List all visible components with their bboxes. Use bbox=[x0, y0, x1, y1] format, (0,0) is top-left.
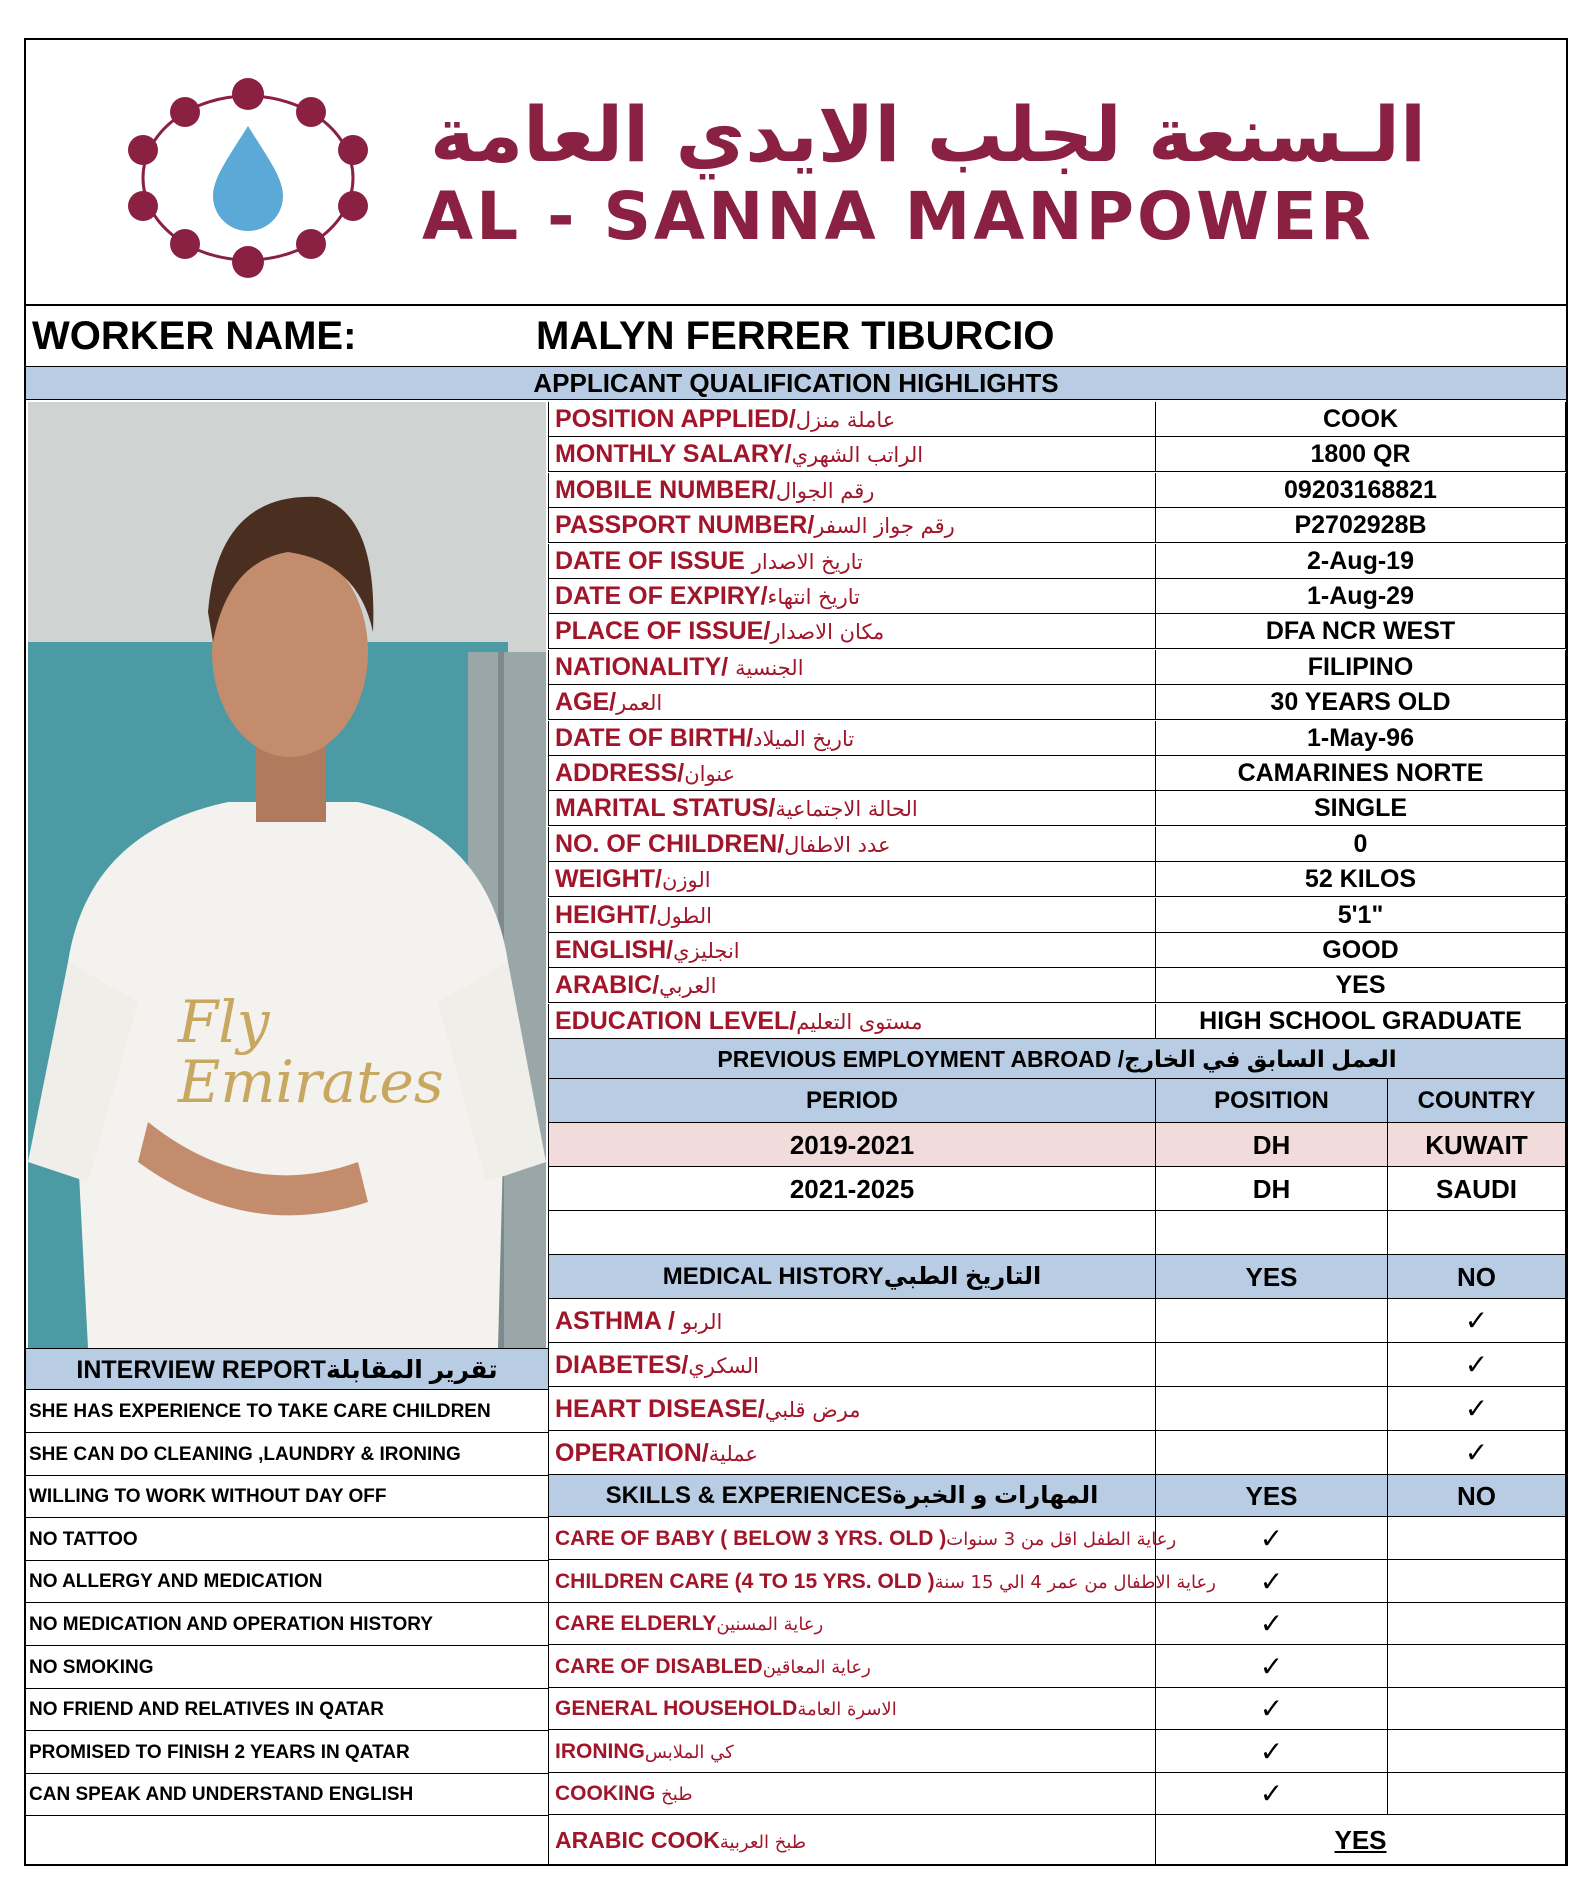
skill-item-label: IRONING bbox=[555, 1740, 645, 1763]
detail-value-text: CAMARINES NORTE bbox=[1237, 759, 1484, 787]
skill-no-cell bbox=[1388, 1772, 1566, 1815]
employment-period bbox=[548, 1123, 1156, 1167]
detail-label-arabic: الحالة الاجتماعية bbox=[775, 797, 918, 821]
skill-no-cell bbox=[1388, 1517, 1566, 1560]
employment-column-header bbox=[548, 1079, 1156, 1123]
detail-label-text: ENGLISH/ bbox=[555, 936, 674, 964]
skill-no-cell bbox=[1388, 1730, 1566, 1773]
detail-value bbox=[1156, 685, 1566, 720]
medical-yes-cell bbox=[1156, 1343, 1388, 1387]
check-icon: ✓ bbox=[1259, 1736, 1284, 1767]
detail-label bbox=[548, 437, 1156, 472]
detail-label-text: DATE OF EXPIRY/ bbox=[555, 582, 768, 610]
svg-text:Fly: Fly bbox=[178, 988, 270, 1056]
detail-label-arabic: انجليزي bbox=[673, 939, 740, 963]
interview-item-text: NO ALLERGY AND MEDICATION bbox=[29, 1571, 323, 1592]
worker-row bbox=[26, 306, 1566, 366]
detail-label-arabic: الوزن bbox=[661, 868, 711, 892]
skill-item-arabic: كي الملابس bbox=[644, 1742, 734, 1763]
detail-label bbox=[548, 721, 1156, 756]
skill-yes-cell bbox=[1156, 1645, 1388, 1688]
detail-label-text: NO. OF CHILDREN/ bbox=[555, 830, 785, 858]
skill-item-arabic: رعاية المسنين bbox=[716, 1614, 824, 1635]
check-icon: ✓ bbox=[1464, 1349, 1489, 1380]
check-icon: ✓ bbox=[1259, 1693, 1284, 1724]
medical-yes-cell bbox=[1156, 1387, 1388, 1431]
skill-item-label: CARE OF DISABLED bbox=[555, 1655, 763, 1678]
detail-value bbox=[1156, 898, 1566, 933]
skill-item bbox=[548, 1517, 1177, 1560]
detail-label-arabic: رقم جواز السفر bbox=[814, 514, 955, 538]
skill-no-cell bbox=[1388, 1560, 1566, 1603]
interview-item-text: PROMISED TO FINISH 2 YEARS IN QATAR bbox=[29, 1742, 410, 1763]
detail-label-arabic: عنوان bbox=[684, 762, 736, 786]
employment-column-header bbox=[1156, 1079, 1388, 1123]
interview-title-arabic: تقرير المقابلة bbox=[325, 1356, 498, 1384]
detail-value bbox=[1156, 508, 1566, 543]
interview-item-text: WILLING TO WORK WITHOUT DAY OFF bbox=[29, 1486, 387, 1507]
medical-no-header bbox=[1388, 1255, 1566, 1299]
employment-title-text: PREVIOUS EMPLOYMENT ABROAD / bbox=[717, 1046, 1125, 1072]
employment-empty-cell bbox=[1388, 1211, 1566, 1255]
medical-title-text: MEDICAL HISTORY bbox=[662, 1263, 884, 1290]
detail-label bbox=[548, 402, 1156, 437]
detail-value-text: 0 bbox=[1353, 830, 1368, 858]
detail-label-arabic: عاملة منزل bbox=[795, 408, 896, 432]
employment-position-text: DH bbox=[1252, 1130, 1291, 1160]
skill-item bbox=[548, 1730, 1156, 1773]
medical-item-arabic: الربو bbox=[681, 1310, 723, 1334]
medical-item-arabic: السكري bbox=[688, 1354, 759, 1378]
detail-label bbox=[548, 968, 1156, 1003]
employment-column-header bbox=[1388, 1079, 1566, 1123]
skills-title-arabic: المهارات و الخبرة bbox=[892, 1482, 1099, 1509]
detail-value-text: SINGLE bbox=[1313, 794, 1408, 822]
detail-value-text: FILIPINO bbox=[1307, 653, 1414, 681]
skill-item-label: COOKING bbox=[555, 1782, 662, 1805]
detail-label-text: MONTHLY SALARY/ bbox=[555, 440, 792, 468]
skill-item-label: GENERAL HOUSEHOLD bbox=[555, 1697, 798, 1720]
check-icon: ✓ bbox=[1259, 1608, 1284, 1639]
detail-label bbox=[548, 791, 1156, 826]
detail-value-text: P2702928B bbox=[1294, 511, 1427, 539]
skills-title bbox=[548, 1475, 1156, 1517]
check-icon: ✓ bbox=[1259, 1566, 1284, 1597]
interview-title bbox=[26, 1348, 548, 1390]
skill-item-label: CHILDREN CARE (4 TO 15 YRS. OLD ) bbox=[555, 1570, 935, 1593]
check-icon: ✓ bbox=[1464, 1393, 1489, 1424]
detail-value-text: 2-Aug-19 bbox=[1307, 547, 1414, 575]
detail-label-text: POSITION APPLIED/ bbox=[555, 405, 796, 433]
medical-item bbox=[548, 1299, 1156, 1343]
skill-no-cell bbox=[1388, 1602, 1566, 1645]
skill-no-cell bbox=[1388, 1687, 1566, 1730]
check-icon: ✓ bbox=[1259, 1651, 1284, 1682]
skill-item bbox=[548, 1645, 1156, 1688]
interview-item-text: NO SMOKING bbox=[29, 1657, 154, 1678]
check-icon: ✓ bbox=[1259, 1523, 1284, 1554]
medical-no-cell bbox=[1388, 1343, 1566, 1387]
detail-value-text: 52 KILOS bbox=[1304, 865, 1417, 893]
medical-item-arabic: عملية bbox=[708, 1442, 758, 1466]
detail-label-text: PLACE OF ISSUE/ bbox=[555, 617, 771, 645]
check-icon: ✓ bbox=[1464, 1437, 1489, 1468]
detail-label-text: MOBILE NUMBER/ bbox=[555, 476, 776, 504]
employment-column-label: COUNTRY bbox=[1417, 1087, 1536, 1114]
detail-value bbox=[1156, 437, 1566, 472]
detail-value-text: 5'1" bbox=[1337, 901, 1384, 929]
check-icon: ✓ bbox=[1464, 1305, 1489, 1336]
interview-title-text: INTERVIEW REPORT bbox=[76, 1356, 326, 1384]
detail-label bbox=[548, 933, 1156, 968]
skill-item-arabic: رعاية المعاقين bbox=[762, 1657, 871, 1678]
detail-label-text: EDUCATION LEVEL/ bbox=[555, 1007, 797, 1035]
worker-name-label: WORKER NAME: bbox=[32, 314, 357, 358]
header bbox=[26, 40, 1566, 306]
detail-value bbox=[1156, 721, 1566, 756]
medical-item-arabic: مرض قلبي bbox=[764, 1398, 861, 1422]
detail-value bbox=[1156, 968, 1566, 1003]
employment-column-label: POSITION bbox=[1214, 1087, 1329, 1114]
detail-label bbox=[548, 685, 1156, 720]
detail-label bbox=[548, 579, 1156, 614]
detail-value bbox=[1156, 756, 1566, 791]
employment-empty-cell bbox=[548, 1211, 1156, 1255]
skill-item-label: CARE OF BABY ( BELOW 3 YRS. OLD ) bbox=[555, 1527, 947, 1550]
skill-yes-cell bbox=[1156, 1560, 1388, 1603]
medical-item-label: DIABETES/ bbox=[555, 1351, 689, 1379]
medical-item bbox=[548, 1343, 1156, 1387]
interview-item bbox=[26, 1603, 548, 1646]
skills-title-text: SKILLS & EXPERIENCES bbox=[605, 1482, 893, 1509]
interview-item-text: SHE HAS EXPERIENCE TO TAKE CARE CHILDREN bbox=[29, 1401, 491, 1422]
detail-value bbox=[1156, 1004, 1566, 1039]
detail-label-arabic: تاريخ انتهاء bbox=[767, 585, 860, 609]
interview-item-text: NO FRIEND AND RELATIVES IN QATAR bbox=[29, 1699, 385, 1720]
worker-name: MALYN FERRER TIBURCIO bbox=[536, 314, 1055, 358]
detail-label-text: PASSPORT NUMBER/ bbox=[555, 511, 815, 539]
detail-label-arabic: الراتب الشهري bbox=[791, 443, 924, 467]
medical-yes-header bbox=[1156, 1255, 1388, 1299]
employment-country-text: SAUDI bbox=[1436, 1174, 1517, 1204]
employment-position bbox=[1156, 1123, 1388, 1167]
interview-item-text: SHE CAN DO CLEANING ,LAUNDRY & IRONING bbox=[29, 1444, 461, 1465]
skill-no-cell bbox=[1388, 1645, 1566, 1688]
detail-label bbox=[548, 544, 1156, 579]
detail-label-arabic: الجنسية bbox=[735, 656, 804, 680]
detail-label-text: HEIGHT/ bbox=[555, 901, 657, 929]
employment-period bbox=[548, 1167, 1156, 1211]
detail-value-text: 1800 QR bbox=[1310, 440, 1411, 468]
skill-yes-cell bbox=[1156, 1517, 1388, 1560]
check-icon: ✓ bbox=[1259, 1778, 1284, 1809]
skill-item bbox=[548, 1687, 1156, 1730]
arabic-cook-label: ARABIC COOK bbox=[555, 1827, 720, 1853]
employment-position bbox=[1156, 1167, 1388, 1211]
detail-value bbox=[1156, 473, 1566, 508]
medical-no-cell bbox=[1388, 1387, 1566, 1431]
detail-label-arabic: عدد الاطفال bbox=[784, 833, 891, 857]
company-logo-icon bbox=[108, 68, 388, 288]
skills-yes-label: YES bbox=[1245, 1481, 1298, 1511]
medical-yes-cell bbox=[1156, 1299, 1388, 1343]
detail-value bbox=[1156, 544, 1566, 579]
detail-value-text: GOOD bbox=[1322, 936, 1399, 964]
detail-value bbox=[1156, 933, 1566, 968]
interview-item bbox=[26, 1390, 548, 1433]
skill-yes-cell bbox=[1156, 1602, 1388, 1645]
detail-value-text: 1-May-96 bbox=[1307, 724, 1414, 752]
detail-label-arabic: مكان الاصدار bbox=[770, 620, 885, 644]
medical-item-label: ASTHMA / bbox=[555, 1307, 682, 1335]
detail-label bbox=[548, 614, 1156, 649]
detail-label-text: NATIONALITY/ bbox=[555, 653, 736, 681]
applicant-photo bbox=[28, 402, 546, 1348]
detail-label bbox=[548, 1004, 1156, 1039]
detail-value-text: 09203168821 bbox=[1284, 476, 1437, 504]
medical-item-label: HEART DISEASE/ bbox=[555, 1395, 765, 1423]
employment-period-text: 2019-2021 bbox=[789, 1130, 915, 1160]
arabic-cook-row bbox=[548, 1815, 1156, 1866]
medical-title bbox=[548, 1255, 1156, 1299]
detail-value-text: DFA NCR WEST bbox=[1265, 617, 1456, 645]
arabic-cook-value bbox=[1156, 1815, 1566, 1866]
detail-label-arabic: العمر bbox=[616, 691, 663, 715]
detail-label-text: ADDRESS/ bbox=[555, 759, 685, 787]
detail-label-arabic: تاريخ الاصدار bbox=[751, 550, 863, 574]
skill-yes-cell bbox=[1156, 1730, 1388, 1773]
detail-label-text: DATE OF BIRTH/ bbox=[555, 724, 754, 752]
medical-title-arabic: التاريخ الطبي bbox=[883, 1263, 1042, 1290]
skill-item-arabic: طبخ bbox=[661, 1784, 693, 1805]
skill-item bbox=[548, 1602, 1156, 1645]
employment-country-text: KUWAIT bbox=[1425, 1130, 1528, 1160]
interview-item-text: NO TATTOO bbox=[29, 1529, 138, 1550]
detail-label bbox=[548, 827, 1156, 862]
medical-no-cell bbox=[1388, 1431, 1566, 1475]
skills-yes-header bbox=[1156, 1475, 1388, 1517]
detail-label-arabic: الطول bbox=[656, 904, 712, 928]
skill-item-label: CARE ELDERLY bbox=[555, 1612, 717, 1635]
detail-label bbox=[548, 473, 1156, 508]
detail-label bbox=[548, 862, 1156, 897]
detail-label bbox=[548, 898, 1156, 933]
detail-label-text: MARITAL STATUS/ bbox=[555, 794, 776, 822]
medical-item-label: OPERATION/ bbox=[555, 1439, 709, 1467]
skill-yes-cell bbox=[1156, 1687, 1388, 1730]
employment-country bbox=[1388, 1123, 1566, 1167]
detail-value-text: COOK bbox=[1323, 405, 1398, 433]
detail-label-text: DATE OF ISSUE bbox=[555, 547, 752, 575]
detail-label-arabic: مستوى التعليم bbox=[796, 1010, 923, 1034]
detail-value bbox=[1156, 402, 1566, 437]
company-name-english: AL - SANNA MANPOWER bbox=[422, 178, 1374, 255]
detail-value-text: 1-Aug-29 bbox=[1307, 582, 1414, 610]
skill-item-arabic: رعاية الطفل اقل من 3 سنوات bbox=[946, 1529, 1177, 1550]
employment-position-text: DH bbox=[1252, 1174, 1291, 1204]
detail-value bbox=[1156, 579, 1566, 614]
employment-empty-cell bbox=[1156, 1211, 1388, 1255]
interview-item bbox=[26, 1773, 548, 1816]
detail-label bbox=[548, 508, 1156, 543]
medical-no-cell bbox=[1388, 1299, 1566, 1343]
detail-value bbox=[1156, 827, 1566, 862]
interview-item bbox=[26, 1518, 548, 1561]
medical-no-label: NO bbox=[1457, 1262, 1496, 1292]
detail-label-text: ARABIC/ bbox=[555, 971, 660, 999]
skills-no-label: NO bbox=[1457, 1481, 1496, 1511]
detail-value-text: YES bbox=[1335, 971, 1386, 999]
svg-text:Emirates: Emirates bbox=[178, 1048, 444, 1116]
interview-item-text: NO MEDICATION AND OPERATION HISTORY bbox=[29, 1614, 433, 1635]
medical-yes-label: YES bbox=[1245, 1262, 1298, 1292]
highlights-title: APPLICANT QUALIFICATION HIGHLIGHTS bbox=[26, 366, 1566, 400]
arabic-cook-value-text: YES bbox=[1334, 1825, 1387, 1855]
interview-item bbox=[26, 1688, 548, 1731]
detail-value-text: HIGH SCHOOL GRADUATE bbox=[1199, 1007, 1522, 1035]
employment-title-arabic: العمل السابق في الخارج bbox=[1124, 1046, 1397, 1072]
interview-item bbox=[26, 1560, 548, 1603]
employment-title bbox=[548, 1039, 1566, 1079]
detail-label-arabic: رقم الجوال bbox=[775, 479, 875, 503]
arabic-cook-arabic: طبخ العربية bbox=[719, 1832, 807, 1853]
company-name-arabic: الـسنعة لجلب الايدي العامة bbox=[430, 90, 1426, 179]
skills-no-header bbox=[1388, 1475, 1566, 1517]
interview-item bbox=[26, 1475, 548, 1518]
medical-item bbox=[548, 1387, 1156, 1431]
skill-item bbox=[548, 1772, 1156, 1815]
detail-label-text: AGE/ bbox=[555, 688, 617, 716]
detail-value bbox=[1156, 614, 1566, 649]
interview-item bbox=[26, 1646, 548, 1689]
detail-label-text: WEIGHT/ bbox=[555, 865, 662, 893]
detail-value bbox=[1156, 862, 1566, 897]
medical-yes-cell bbox=[1156, 1431, 1388, 1475]
interview-item bbox=[26, 1433, 548, 1476]
skill-yes-cell bbox=[1156, 1772, 1388, 1815]
detail-label bbox=[548, 650, 1156, 685]
employment-country bbox=[1388, 1167, 1566, 1211]
profile-sheet bbox=[24, 38, 1568, 1866]
detail-value bbox=[1156, 791, 1566, 826]
employment-column-label: PERIOD bbox=[805, 1087, 898, 1114]
detail-label-arabic: العربي bbox=[659, 974, 717, 998]
skill-item-arabic: الاسرة العامة bbox=[797, 1699, 897, 1720]
skill-item bbox=[548, 1560, 1216, 1603]
detail-label bbox=[548, 756, 1156, 791]
interview-item bbox=[26, 1731, 548, 1774]
detail-value-text: 30 YEARS OLD bbox=[1270, 688, 1451, 716]
interview-item-text: CAN SPEAK AND UNDERSTAND ENGLISH bbox=[29, 1784, 414, 1805]
skill-item-arabic: رعاية الاطفال من عمر 4 الي 15 سنة bbox=[934, 1572, 1216, 1593]
detail-value bbox=[1156, 650, 1566, 685]
detail-label-arabic: تاريخ الميلاد bbox=[753, 727, 855, 751]
medical-item bbox=[548, 1431, 1156, 1475]
employment-period-text: 2021-2025 bbox=[789, 1174, 915, 1204]
